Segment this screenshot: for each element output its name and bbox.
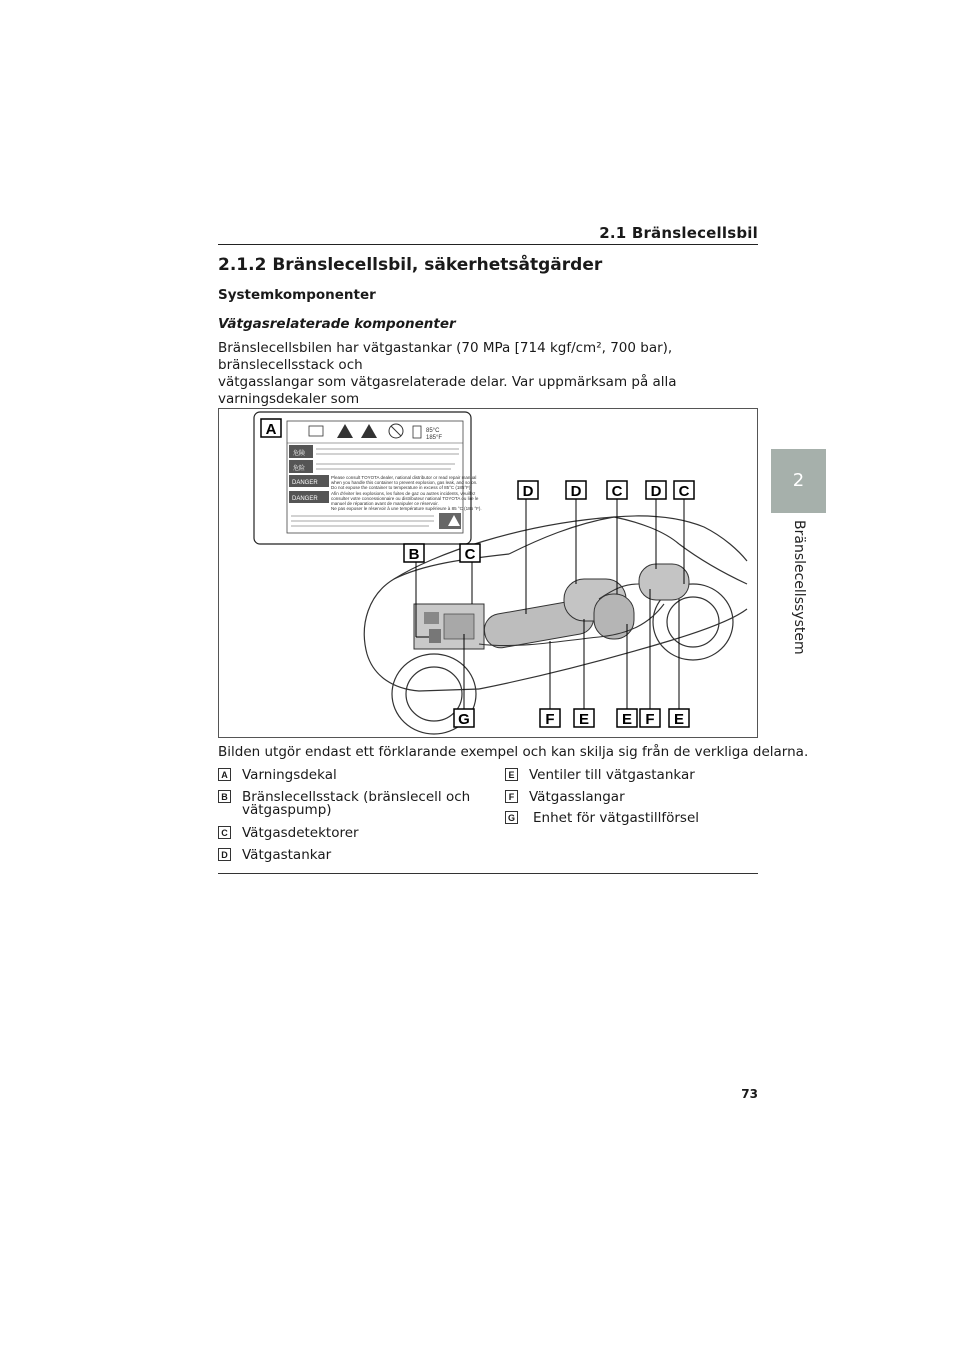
label-e: E <box>673 711 685 728</box>
label-e: E <box>621 711 633 728</box>
decal-fr-1: Afin d'éviter les explosions, les fuites de gaz ou autres incidents, veuillez <box>331 491 476 496</box>
legend-key-g: G <box>505 811 518 824</box>
legend-item-f <box>505 790 760 806</box>
chapter-number: 2 <box>792 470 805 491</box>
decal-fr-2: consulter votre concessionnaire ou distributeur national TOYOTA ou lire le <box>331 496 479 501</box>
decal-kanji-2: 危险 <box>293 466 306 472</box>
label-b: B <box>408 546 420 563</box>
legend-item-b <box>218 790 498 822</box>
page-number: 73 <box>741 1087 758 1101</box>
legend-key-a: A <box>218 768 231 781</box>
label-f: F <box>545 711 555 728</box>
decal-fr-3: manuel de réparation avant de manipuler ce réservoir. <box>331 501 439 506</box>
fuel-cell-stack <box>414 604 484 649</box>
legend-item-e <box>505 768 760 784</box>
label-a: A <box>265 421 277 438</box>
chapter-name-text: Bränslecellssystem <box>790 520 807 655</box>
legend-text-d: Vätgastankar <box>242 847 332 863</box>
subheading: Systemkomponenter <box>218 287 376 303</box>
header-rule <box>218 244 758 245</box>
legend-key-f: F <box>505 790 518 803</box>
section-title: 2.1.2 Bränslecellsbil, säkerhetsåtgärder <box>218 255 603 275</box>
label-d: D <box>570 483 582 500</box>
legend-text-e: Ventiler till vätgastankar <box>529 767 695 783</box>
label-c: C <box>464 546 476 563</box>
decal-en-2: when you handle this container to prevent explosion, gas leak, and so on. <box>331 480 478 485</box>
legend-text-f: Vätgasslangar <box>529 789 625 805</box>
label-c: C <box>678 483 690 500</box>
decal-danger-2: DANGER <box>292 496 318 502</box>
legend-item-c <box>218 826 498 842</box>
label-g: G <box>458 711 470 728</box>
label-d: D <box>522 483 534 500</box>
decal-en-3: Do not expose the container to temperature in excess of 85°C (185°F). <box>331 485 472 490</box>
legend-item-g <box>505 811 760 827</box>
legend-text-c: Vätgasdetektorer <box>242 825 359 841</box>
label-c: C <box>611 483 623 500</box>
label-e: E <box>578 711 590 728</box>
legend-key-b: B <box>218 790 231 803</box>
subheading-italic: Vätgasrelaterade komponenter <box>218 316 456 332</box>
figure-caption: Bilden utgör endast ett förklarande exempel och kan skilja sig från de verkliga delarna. <box>218 744 809 760</box>
decal-en-1: Please consult TOYOTA dealer, national distributor or read repair manual <box>331 475 477 480</box>
running-header: 2.1 Bränslecellsbil <box>599 224 758 242</box>
footer-rule <box>218 873 758 874</box>
legend-key-c: C <box>218 826 231 839</box>
label-f: F <box>645 711 655 728</box>
legend-text-a: Varningsdekal <box>242 767 337 783</box>
figure-illustration <box>218 408 758 738</box>
decal-temp-c: 85°C <box>426 428 440 434</box>
paragraph-line: vätgasslangar som vätgasrelaterade delar. Var uppmärksam på alla varningsdekaler som <box>218 374 677 407</box>
label-d: D <box>650 483 662 500</box>
decal-danger-1: DANGER <box>292 480 318 486</box>
fuel-cell-car-diagram <box>219 409 758 738</box>
chapter-name <box>771 520 826 655</box>
legend-item-d <box>218 848 498 864</box>
legend-item-a <box>218 768 498 784</box>
decal-fr-4: Ne pas exposer le réservoir à une température supérieure à 85 °C (185 °F). <box>331 506 482 511</box>
decal-temp-f: 185°F <box>426 435 443 441</box>
legend-text-g: Enhet för vätgastillförsel <box>533 810 700 826</box>
legend-key-d: D <box>218 848 231 861</box>
legend-text-b-line2: vätgaspump) <box>242 802 332 818</box>
legend-text-b-line1: Bränslecellsstack (bränslecell och <box>242 789 471 805</box>
hydrogen-tanks <box>482 564 689 650</box>
paragraph-line: Bränslecellsbilen har vätgastankar (70 MPa [714 kgf/cm², 700 bar), bränslecellsstack och <box>218 340 673 373</box>
legend-key-e: E <box>505 768 518 781</box>
decal-kanji-1: 危険 <box>293 451 306 457</box>
